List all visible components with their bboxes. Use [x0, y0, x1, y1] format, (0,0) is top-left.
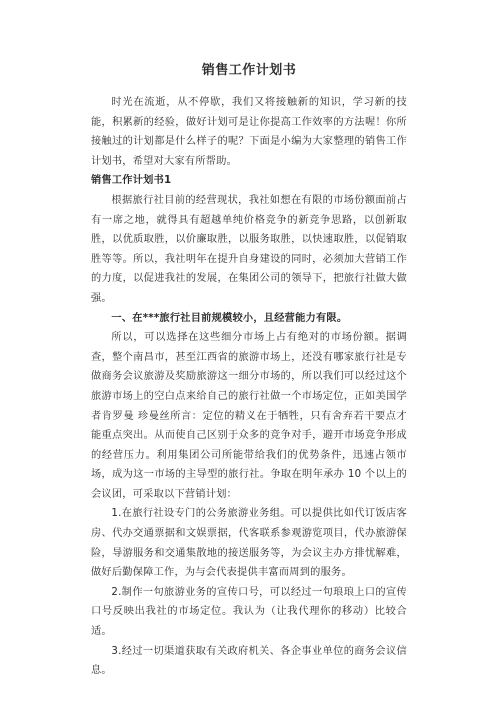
list-item-2: 2.制作一句旅游业务的宣传口号，可以经过一句琅琅上口的宣传口号反映出我社的市场定位。我认为（让我代理你的移动）比较合适。: [91, 586, 407, 638]
intro-paragraph: 时光在流逝，从不停歇，我们又将接触新的知识，学习新的技能，积累新的经验，做好计划可是让你提高工作效率的方法喔！你所接触过的计划都是什么样子的呢？下面是小编为大家整理的销售工作计划书，希望对大家有所帮助。: [91, 97, 407, 167]
body-paragraph-2: 所以，可以选择在这些细分市场上占有绝对的市场份额。据调查，整个南昌市，甚至江西省的旅游市场上，还没有哪家旅行社是专做商务会议旅游及奖励旅游这一细分市场的，所以我们可以经过这个旅游市场上的空白点来给自己的旅行社做一个市场定位，正如美国学者肯罗曼 珍曼丝所言：定位的精义在于牺牲，只有舍弃若干要点才能重点突出。从而使自己区别于众多的竞争对手，避开市场竞争形成的经营压力。利用集团公司所能带给我们的优势条件，迅速占领市场，成为这一市场的主导型的旅行社。争取在明年承办 10 个以上的会议团，可采取以下营销计划：: [91, 332, 407, 500]
document-title: 销售工作计划书: [201, 63, 297, 78]
subheading-1: 一、在***旅行社目前规模较小，且经营能力有限。: [111, 312, 348, 324]
list-item-3: 3.经过一切渠道获取有关政府机关、各企事业单位的商务会议信息。: [91, 645, 407, 677]
section-heading: 销售工作计划书1: [91, 175, 172, 187]
list-item-1: 1.在旅行社设专门的公务旅游业务组。可以提供比如代订饭店客房、代办交通票据和文娱票据，代客联系参观游览项目，代办旅游保险，导游服务和交通集散地的接送服务等，为会议主办方排忧解难，做好后勤保障工作，为与会代表提供丰富而周到的服务。: [91, 508, 407, 579]
body-paragraph-1: 根据旅行社目前的经营现状，我社如想在有限的市场份额面前占有一席之地，就得具有超越单纯价格竞争的新竞争思路，以创新取胜，以优质取胜，以价廉取胜，以服务取胜，以快速取胜，以促销取胜等等。所以，我社明年在提升自身建设的同时，必须加大营销工作的力度，以促进我社的发展，在集团公司的领导下，把旅行社做大做强。: [91, 194, 407, 304]
